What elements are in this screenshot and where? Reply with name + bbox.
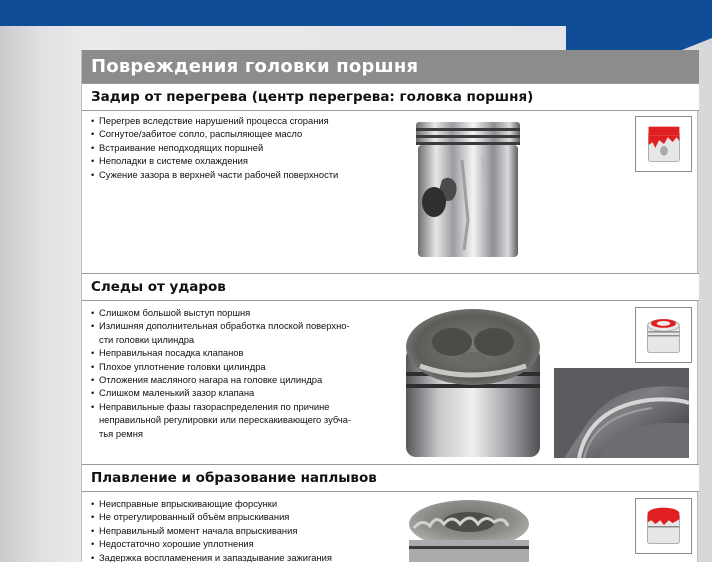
document-page <box>81 50 698 562</box>
damage-location-thumb-1 <box>635 116 692 172</box>
list-item: • Излишняя дополнительная обработка плоской поверхно- <box>91 319 381 332</box>
page-title: Повреждения головки поршня <box>82 50 699 83</box>
list-item: • Согнутое/забитое сопло, распыляющее масло <box>91 127 381 140</box>
list-item: • Сужение зазора в верхней части рабочей поверхности <box>91 168 381 181</box>
list-item: • Отложения масляного нагара на головке цилиндра <box>91 373 381 386</box>
damage-location-thumb-3 <box>635 498 692 554</box>
list-item: • Плохое уплотнение головки цилиндра <box>91 360 381 373</box>
list-item: тья ремня <box>99 427 143 439</box>
list-item: • Неправильные фазы газораспределения по причине <box>91 400 381 413</box>
list-item: • Задержка воспламенения и запаздывание зажигания <box>91 551 381 562</box>
list-item: сти головки цилиндра <box>99 333 195 345</box>
impact-closeup-photo <box>554 368 689 458</box>
list-item: • Встраивание неподходящих поршней <box>91 141 381 154</box>
piston-seizure-photo <box>412 120 524 262</box>
list-item: неправильной регулировки или перескакивающего зубча- <box>99 414 352 426</box>
section-heading-melting: Плавление и образование наплывов <box>82 464 699 492</box>
list-item: • Недостаточно хорошие уплотнения <box>91 537 381 550</box>
cause-list-melting <box>91 497 381 562</box>
list-item: • Неполадки в системе охлаждения <box>91 154 381 167</box>
list-item: • Не отрегулированный объём впрыскивания <box>91 510 381 523</box>
list-item: • Перегрев вследствие нарушений процесса сгорания <box>91 114 381 127</box>
piston-impact-photo <box>400 302 546 462</box>
cause-list-overheating <box>91 114 381 181</box>
piston-melting-photo <box>404 498 534 562</box>
list-item: • Неправильная посадка клапанов <box>91 346 381 359</box>
section-heading-impacts: Следы от ударов <box>82 273 699 301</box>
list-item: • Слишком большой выступ поршня <box>91 306 381 319</box>
list-item: • Неправильный момент начала впрыскивания <box>91 524 381 537</box>
section-heading-overheating: Задир от перегрева (центр перегрева: головка поршня) <box>82 83 699 111</box>
list-item: • Неисправные впрыскивающие форсунки <box>91 497 381 510</box>
cause-list-impacts <box>91 306 381 440</box>
header-bar <box>0 0 712 26</box>
list-item: • Слишком маленький зазор клапана <box>91 386 381 399</box>
damage-location-thumb-2 <box>635 307 692 363</box>
